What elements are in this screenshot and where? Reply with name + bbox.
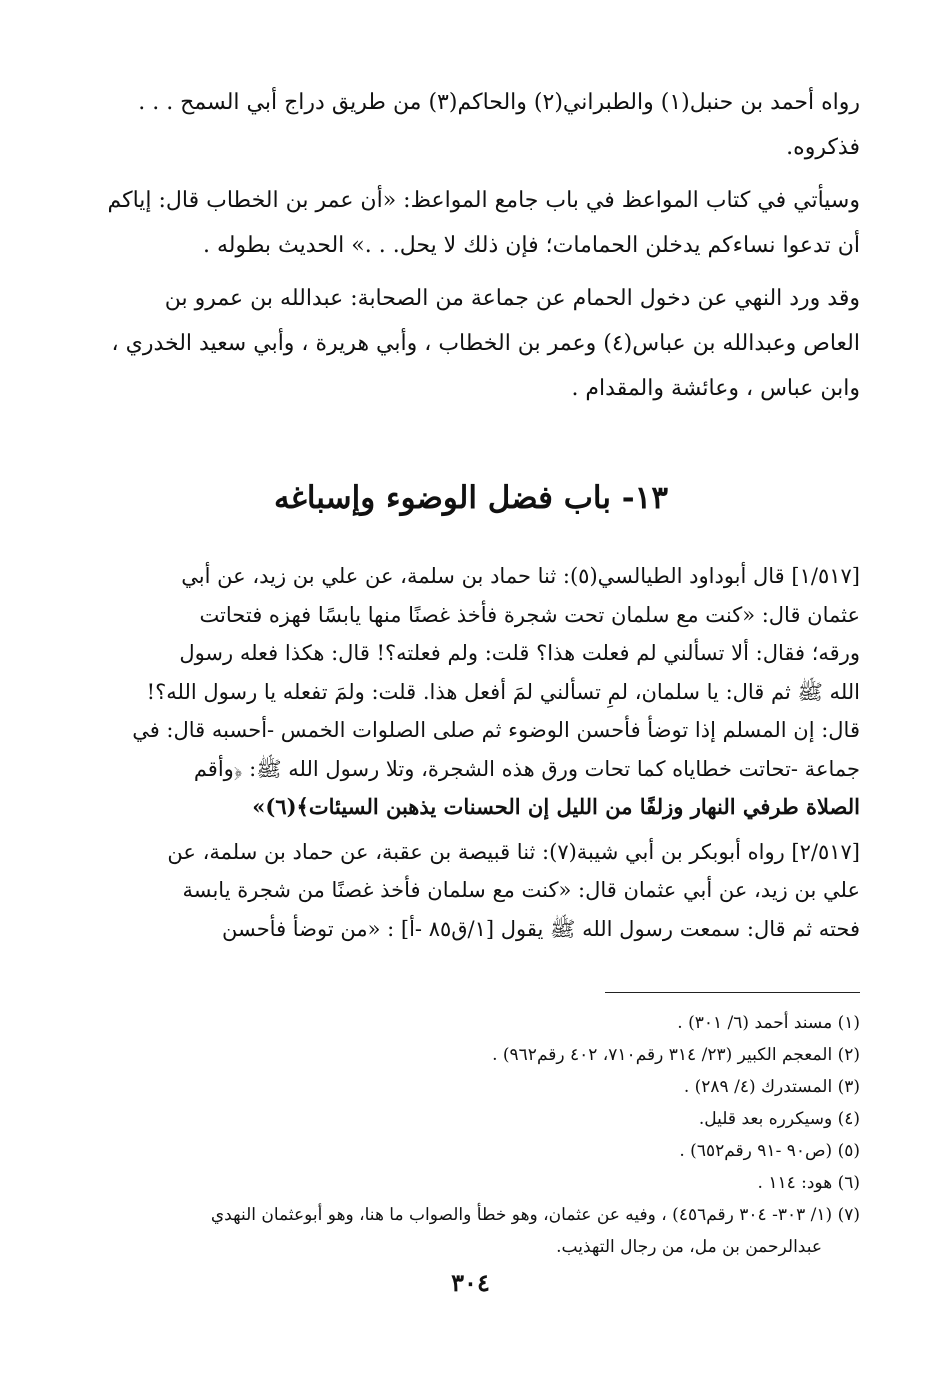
chapter-heading: ١٣- باب فضل الوضوء وإسباغه (274, 480, 668, 516)
hadith-entry-517-2 (82, 833, 860, 949)
footnote-4: (٤) وسيكرره بعد قليل. (698, 1109, 860, 1129)
text-line: [٢/٥١٧] رواه أبوبكر بن أبي شيبة(٧): ثنا قبيصة بن عقبة، عن حماد بن سلمة، عن (167, 839, 860, 864)
page-body (82, 80, 860, 1263)
text-line: عثمان قال: «كنت مع سلمان تحت شجرة فأخذ غصنًا منها يابسًا فهزه فتحاتت (199, 602, 860, 627)
text-line: فذكروه. (786, 135, 860, 160)
footnote-divider (605, 992, 860, 993)
footnote-3: (٣) المستدرك (٤/ ٢٨٩) . (683, 1077, 860, 1097)
text-line: فحته ثم قال: سمعت رسول الله ﷺ يقول [١/ق٨٥ -أ] : «من توضأ فأحسن (221, 916, 860, 941)
text-line: أن تدعوا نساءكم يدخلن الحمامات؛ فإن ذلك لا يحل. . .» الحديث بطوله . (202, 233, 860, 258)
text-line: العاص وعبدالله بن عباس(٤) وعمر بن الخطاب ، وأبي هريرة ، وأبي سعيد الخدري ، (111, 331, 860, 356)
text-line: علي بن زيد، عن أبي عثمان قال: «كنت مع سلمان فأخذ غصنًا من شجرة يابسة (182, 878, 860, 902)
hadith-entry-517-1 (82, 557, 860, 827)
text-line: ورقه؛ فقال: ألا تسألني لم فعلت هذا؟ قلت: ولم فعلته؟! قال: هكذا فعله رسول (179, 641, 860, 665)
text-line: وابن عباس ، وعائشة والمقدام . (571, 376, 860, 401)
paragraph-mawaiz (82, 178, 860, 268)
footnote-5: (٥) (ص٩٠ -٩١ رقم٦٥٢) . (679, 1141, 860, 1161)
paragraph-companions (82, 276, 860, 411)
footnote-6: (٦) هود: ١١٤ . (757, 1173, 860, 1193)
text-line: رواه أحمد بن حنبل(١) والطبراني(٢) والحاكم(٣) من طريق دراج أبي السمح . . . (138, 90, 860, 115)
footnote-2: (٢) المعجم الكبير (٢٣/ ٣١٤ رقم٧١٠، ٤٠٢ رقم٩٦٢) . (492, 1045, 860, 1065)
text-line: الله ﷺ ثم قال: يا سلمان، لمِ تسألني لمَ أفعل هذا. قلت: ولمَ تفعله يا رسول الله؟! (146, 679, 860, 704)
footnote-1: (١) مسند أحمد (٦/ ٣٠١) . (677, 1013, 860, 1033)
paragraph-narration (82, 80, 860, 170)
footnote-7-continued: عبدالرحمن بن مل، من رجال التهذيب. (556, 1237, 822, 1257)
footnote-7: (٧) (١/ ٣٠٣- ٣٠٤ رقم٤٥٦) ، وفيه عن عثمان، وهو خطأ والصواب ما هنا، وهو أبوعثمان النهدي (210, 1205, 860, 1225)
text-line: وسيأتي في كتاب المواعظ في باب جامع المواعظ: «أن عمر بن الخطاب قال: إياكم (107, 188, 860, 213)
page-number: ٣٠٤ (451, 1268, 490, 1297)
footnotes (82, 1007, 860, 1263)
text-line: جماعة -تحاتت خطاياه كما تحات ورق هذه الشجرة، وتلا رسول الله ﷺ: ﴿وأقم (193, 756, 860, 781)
text-line: [١/٥١٧] قال أبوداود الطيالسي(٥): ثنا حماد بن سلمة، عن علي بن زيد، عن أبي (181, 564, 860, 588)
text-line: وقد ورد النهي عن دخول الحمام عن جماعة من الصحابة: عبدالله بن عمرو بن (164, 286, 860, 311)
text-line: قال: إن المسلم إذا توضأ فأحسن الوضوء ثم صلى الصلوات الخمس -أحسبه قال: في (132, 718, 860, 742)
text-line: الصلاة طرفي النهار وزلفًا من الليل إن الحسنات يذهبن السيئات﴾(٦)» (252, 794, 860, 819)
